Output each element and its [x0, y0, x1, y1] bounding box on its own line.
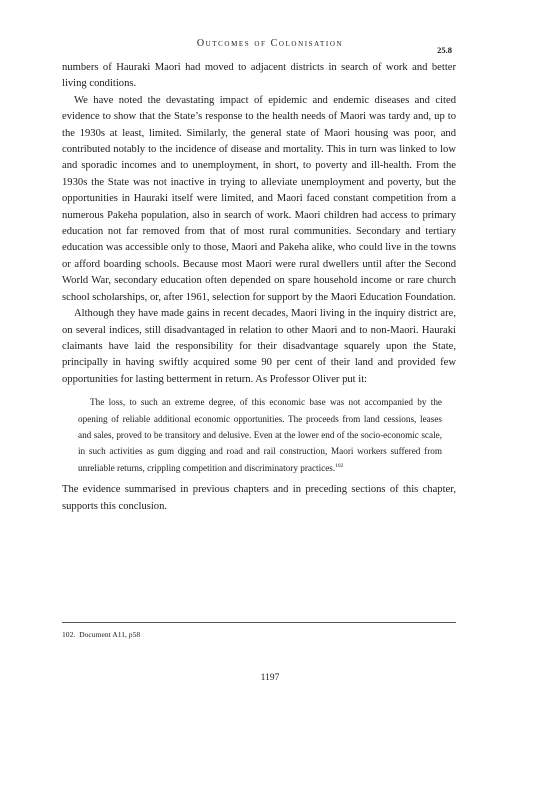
footnote-number: 102.	[62, 630, 76, 639]
page-number: 1197	[260, 673, 280, 683]
paragraph: Although they have made gains in recent decades, Maori living in the inquiry district are, on several indices, still disadvantaged in relation to other Maori and to non-Maori. Hauraki claimants have laid the responsibility for their disadvantage squarely upon the State, principally in having swiftly acquired some 90 per cent of their land and provided few opportunities for lasting betterment in return. As Professor Oliver put it:	[62, 308, 456, 385]
paragraph-continued: numbers of Hauraki Maori had moved to adjacent districts in search of work and better living conditions.	[62, 62, 456, 90]
quote-text: The loss, to such an extreme degree, of this economic base was not accompanied by the opening of reliable additional economic opportunities. The proceeds from land cessions, leases and sales, proved to be transitory and delusive. Even at the lower end of the socio-economic scale, in such activities as gum digging and road and rail construction, Maori workers suffered from unreliable returns, crippling competition and discriminatory practices.	[78, 397, 442, 473]
section-number: 25.8	[437, 45, 452, 55]
footnote	[62, 630, 140, 639]
paragraph: We have noted the devastating impact of epidemic and endemic diseases and cited evidence to show that the State’s response to the health needs of Maori was tardy and, up to the 1930s at least, limited. Similarly, the general state of Maori housing was poor, and contributed notably to the incidence of disease and mortality. This in turn was linked to low and sporadic incomes and to unemployment, in short, to poverty and ill-health. From the 1930s the State was not inactive in trying to alleviate unemployment and poverty, but the opportunities in Hauraki itself were limited, and Maori faced constant competition from a numerous Pakeha population, also in search of work. Maori children had access to primary education not far removed from that of most rural communities. Secondary and tertiary education was accessible only to those, Maori and Pakeha alike, who could live in the towns or afford boarding schools. Because most Maori were rural dwellers until after the Second World War, secondary education often depended on spare household income or rare church school scholarships, or, after 1961, selection for support by the Maori Education Foundation.	[62, 94, 456, 303]
footnote-text: Document A11, p58	[79, 630, 141, 639]
footnote-reference[interactable]: 102	[335, 462, 344, 469]
footnote-divider	[62, 622, 456, 623]
block-quote-text	[78, 394, 442, 476]
block-quote	[78, 394, 442, 476]
paragraph: The evidence summarised in previous chapters and in preceding sections of this chapter, supports this conclusion.	[62, 484, 456, 512]
running-head: Outcomes of Colonisation	[196, 38, 344, 49]
body-text	[62, 60, 456, 515]
